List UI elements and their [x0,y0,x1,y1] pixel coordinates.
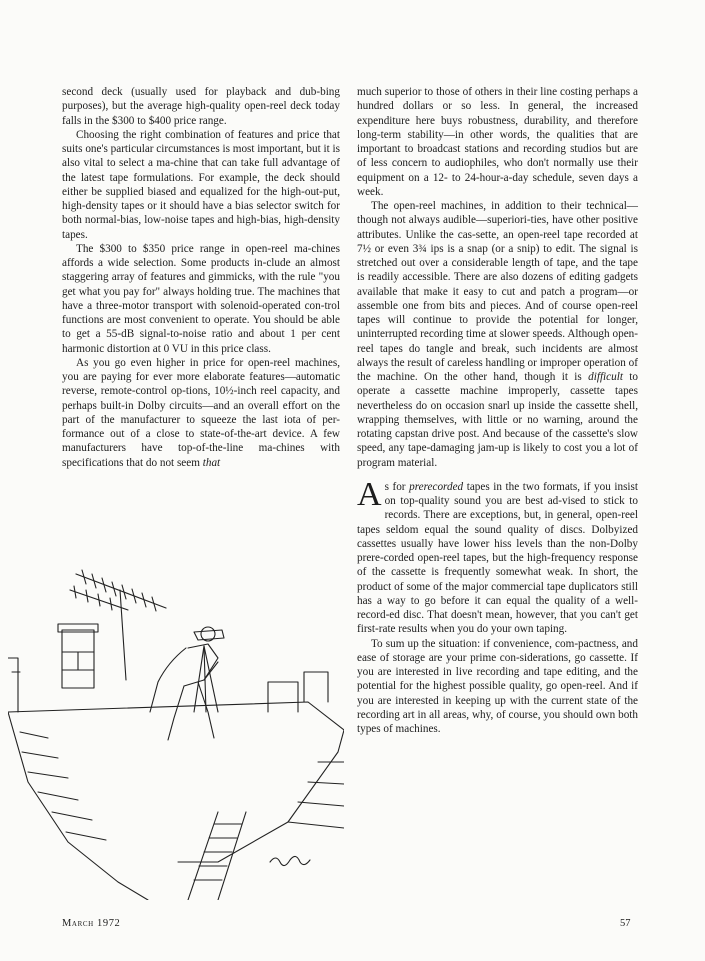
paragraph: To sum up the situation: if convenience, com-pactness, and ease of storage are your prime con-siderations, go cassette. If you are interested in live recording and tape editing, and the potential for the highest possible quality, go open-reel. And if you are interested in keeping up with the current state of the recording art in all areas, why, of course, you should own both types of machines. [357,637,638,735]
antenna-icon [70,570,166,680]
paragraph-text: The open-reel machines, in addition to their technical—though not always audible—superiori-ties, have other positive attributes. Unlike the cas-sette, an open-reel tape recorded at 7½ or even 3¾ ips is a snap (or a snip) to edit. The signal is stretched out over a considerable length of tape, and the tape is readily accessible. There are also dozens of editing gadgets available that make it easy to cut and patch a program—or assemble one from bits and pieces. And of course open-reel tapes will continue to provide the potential for longer, uninterrupted recording time at slower speeds. Although open-reel tapes do tangle and break, such incidents are almost always the result of careless handling or improper operation of the machine. On the other hand, though it is [357,200,638,383]
paragraph-text: As you go even higher in price for open-reel machines, you are paying for ever more elaborate features—automatic reverse, remote-control op-tions, 10½-inch reel capacity, and perhaps built-in Dolby circuits—and an overall effort on the part of the manufacturer to squeeze the last iota of per-formance out of a close to state-of-the-art device. A few manufacturers have top-of-the-line ma-chines with specifications that do not seem [62,356,340,469]
italic-word: prerecorded [409,480,464,493]
background-buildings-icon [8,658,344,828]
ladder-icon [188,812,246,900]
footer-issue-date [62,918,120,929]
paragraph: The $300 to $350 price range in open-reel ma-chines affords a wide selection. Some products in-clude an almost staggering array of features and gimmicks, with the rule "you get what you pay for" always holding true. The machines that have a three-motor transport with solenoid-operated con-trol functions are most convenient to operate. You should be able to get a 55-dB signal-to-noise ratio and about 1 per cent harmonic distortion at 0 VU in this price class. [62,242,340,355]
paragraph-text: s for [384,480,410,493]
paragraph: much superior to those of others in their line costing perhaps a hundred dollars or so less. In general, the increased expenditure here buys robustness, durability, and therefore long-term stability—in other words, the qualities that are important to broadcast stations and recording studios but are of less concern to audiophiles, who don't normally use their equipment on a 12- to 24-hour-a-day schedule, seven days a week. [357,86,638,198]
artist-signature-icon [270,856,310,865]
paragraph [62,356,340,470]
page-number: 57 [620,918,631,929]
paragraph: Choosing the right combination of features and price that suits one's particular circumstances is most important, but it is also vital to select a ma-chine that can take full advantage of the latest tape formulations. For example, the deck should either be supplied biased and equalized for the high-out-put, high-density tapes or it should have a bias selector switch for both normal-bias, low-noise tapes and high-bias, high-density tapes. [62,128,340,241]
roof-icon [8,702,344,900]
drop-cap-letter: A [357,475,382,513]
italic-word: difficult [588,371,623,383]
paragraph-text: to operate a cassette machine improperly, cassette tapes nevertheless do on occasion snarl up inside the cassette shell, wrapping themselves, with little or no warning, around the rotating capstan drive post. And because of the cassette's slow speed, any tape-damaging jam-up is likely to cost you a lot of program material. [357,371,639,469]
paragraph: second deck (usually used for playback and dub-bing purposes), but the average high-quality open-reel deck today falls in the $300 to $400 price range. [62,86,340,127]
paragraph [357,199,638,470]
italic-word: that [202,456,221,469]
photographer-figure-icon [150,627,224,740]
paragraph-text: tapes in the two formats, if you insist on top-quality sound you are best ad-vised to stick to records. There are exceptions, but, in general, open-reel tapes seldom equal the sound quality of discs. Dolbyized cassettes usually have lower hiss levels than the non-Dolby prere-corded open-reel tapes, but the high-frequency response of the cassette is frequently somewhat weak. In short, the product of some of the major commercial tape duplicators still has a way to go before it can equal the quality of a well-record-ed disc. That doesn't mean, however, that you can't get first-rate results when you do your own taping. [357,480,638,636]
left-column [62,85,340,470]
rooftop-antenna-sketch [8,562,344,900]
footer-issue-text: March 1972 [62,918,121,929]
chimney-icon [58,624,98,688]
tripod-icon [194,646,218,712]
right-column [357,85,638,736]
paragraph-dropcap [357,475,638,637]
